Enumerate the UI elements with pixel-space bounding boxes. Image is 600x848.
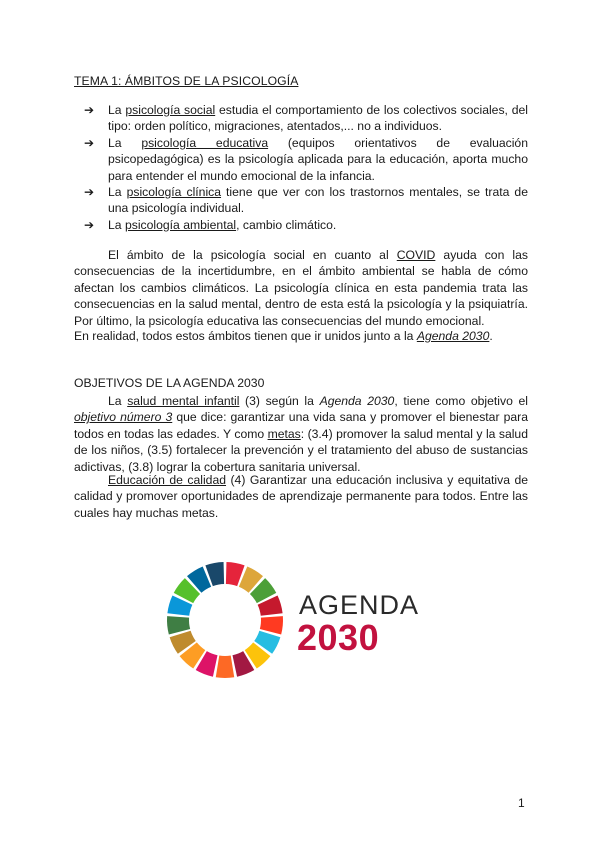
paragraph-agenda-link: En realidad, todos estos ámbitos tienen que ir unidos junto a la Agenda 2030.: [74, 329, 493, 343]
sdg-wheel-segment: [260, 616, 283, 634]
bullet-list: [84, 102, 528, 233]
list-item: ➔ La psicología educativa (equipos orientativos de evaluación psicopedagógica) es la psicología aplicada para la educación, aporta mucho para entender el mundo emocional de la infancia.: [84, 135, 528, 183]
sdg-wheel-segment: [167, 616, 190, 634]
term-agenda-2030: Agenda 2030: [416, 329, 490, 343]
term-agenda-2030-inline: Agenda 2030: [319, 394, 395, 408]
list-item: ➔ La psicología ambiental, cambio climático.: [84, 217, 337, 232]
list-item: ➔ La psicología social estudia el comportamiento de los colectivos sociales, del tipo: orden político, migraciones, atentados,... no a individuos.: [84, 103, 528, 134]
term-metas: metas: [267, 426, 301, 441]
term-psicologia-clinica: psicología clínica: [126, 185, 222, 200]
logo-year: 2030: [297, 617, 380, 658]
agenda-2030-logo: [165, 560, 435, 680]
sdg-wheel-segment: [216, 656, 234, 678]
section-heading-ambitos: TEMA 1: ÁMBITOS DE LA PSICOLOGÍA: [74, 74, 299, 88]
list-item: ➔ La psicología clínica tiene que ver con los trastornos mentales, se trata de una psicología individual.: [84, 185, 528, 216]
page-number: 1: [518, 796, 525, 810]
term-psicologia-social: psicología social: [125, 103, 216, 117]
paragraph-educacion-calidad: Educación de calidad (4) Garantizar una educación inclusiva y equitativa de calidad y promover oportunidades de aprendizaje permanente para todos. Entre las cuales hay muchas metas.: [74, 473, 528, 520]
term-objetivo-numero-3: objetivo número 3: [74, 410, 173, 425]
section-heading-objetivos: OBJETIVOS DE LA AGENDA 2030: [74, 376, 265, 390]
term-educacion-calidad: Educación de calidad: [108, 473, 227, 487]
paragraph-salud-mental: La salud mental infantil (3) según la Agenda 2030, tiene como objetivo el objetivo número 3 que dice: garantizar una vida sana y promover el bienestar para todos en todas las edades. Y como metas: (3.4) promover la salud mental y la salud de los niños, (3.5) fortalecer la prevención y el tratamiento del abuso de sustancias adictivas, (3.8) lograr la cobertura sanitaria universal.: [74, 394, 528, 474]
arrow-icon: ➔: [84, 185, 95, 200]
arrow-icon: ➔: [84, 135, 95, 150]
term-psicologia-ambiental: psicología ambiental: [124, 217, 237, 232]
sdg-wheel-icon: [165, 560, 285, 680]
arrow-icon: ➔: [84, 103, 95, 117]
paragraph-ambitos: El ámbito de la psicología social en cuanto al COVID ayuda con las consecuencias de la incertidumbre, en el ámbito ambiental se habla de cómo afectan los cambios climáticos. La psicología clínica en esta pandemia trata las consecuencias en la salud mental, dentro de esta está la psicología y la psiquiatría. Por último, la psicología educativa las consecuencias del mundo emocional.: [74, 248, 528, 328]
arrow-icon: ➔: [84, 217, 95, 232]
term-psicologia-educativa: psicología educativa: [141, 135, 269, 150]
term-salud-mental-infantil: salud mental infantil: [127, 394, 240, 408]
logo-word: AGENDA: [299, 590, 420, 620]
term-covid: COVID: [396, 248, 436, 262]
